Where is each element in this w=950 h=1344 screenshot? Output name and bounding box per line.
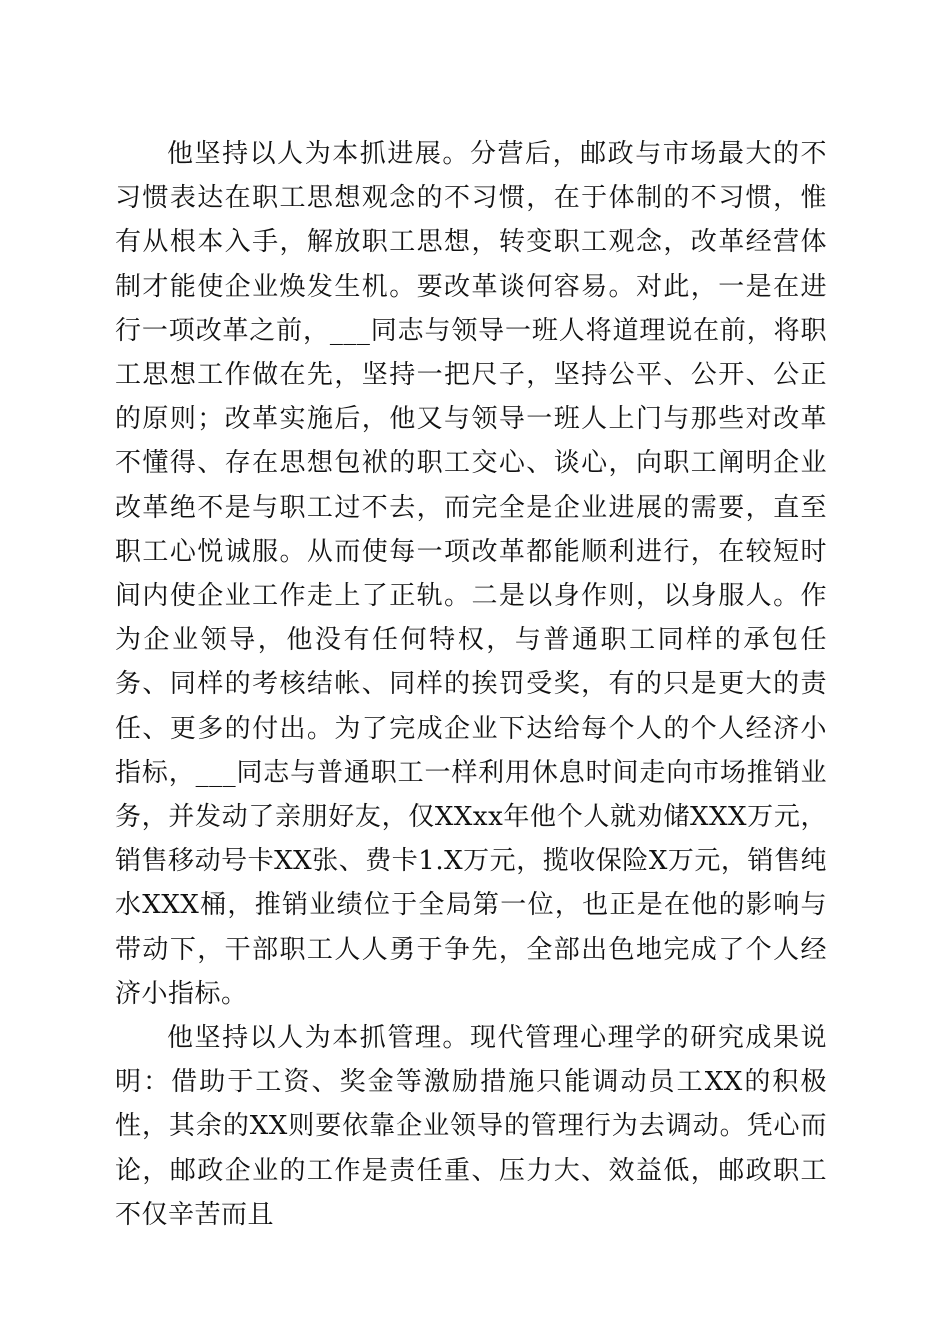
paragraph-management: 他坚持以人为本抓管理。现代管理心理学的研究成果说明：借助于工资、奖金等激励措施只能调动员工XX的积极性，其余的XX则要依靠企业领导的管理行为去调动。凭心而论，邮政企业的工作是责任重、压力大、效益低，邮政职工不仅辛苦而且	[115, 1023, 827, 1230]
document-body	[115, 132, 827, 1237]
paragraph-development: 他坚持以人为本抓进展。分营后，邮政与市场最大的不习惯表达在职工思想观念的不习惯，在于体制的不习惯，惟有从根本入手，解放职工思想，转变职工观念，改革经营体制才能使企业焕发生机。要改革谈何容易。对此，一是在进行一项改革之前，___同志与领导一班人将道理说在前，将职工思想工作做在先，坚持一把尺子，坚持公平、公开、公正的原则；改革实施后，他又与领导一班人上门与那些对改革不懂得、存在思想包袱的职工交心、谈心，向职工阐明企业改革绝不是与职工过不去，而完全是企业进展的需要，直至职工心悦诚服。从而使每一项改革都能顺利进行，在较短时间内使企业工作走上了正轨。二是以身作则，以身服人。作为企业领导，他没有任何特权，与普通职工同样的承包任务、同样的考核结帐、同样的挨罚受奖，有的只是更大的责任、更多的付出。为了完成企业下达给每个人的个人经济小指标，___同志与普通职工一样利用休息时间走向市场推销业务，并发动了亲朋好友，仅XXxx年他个人就劝储XXX万元，销售移动号卡XX张、费卡1.X万元，揽收保险X万元，销售纯水XXX桶，推销业绩位于全局第一位，也正是在他的影响与带动下，干部职工人人勇于争先，全部出色地完成了个人经济小指标。	[115, 139, 827, 1009]
